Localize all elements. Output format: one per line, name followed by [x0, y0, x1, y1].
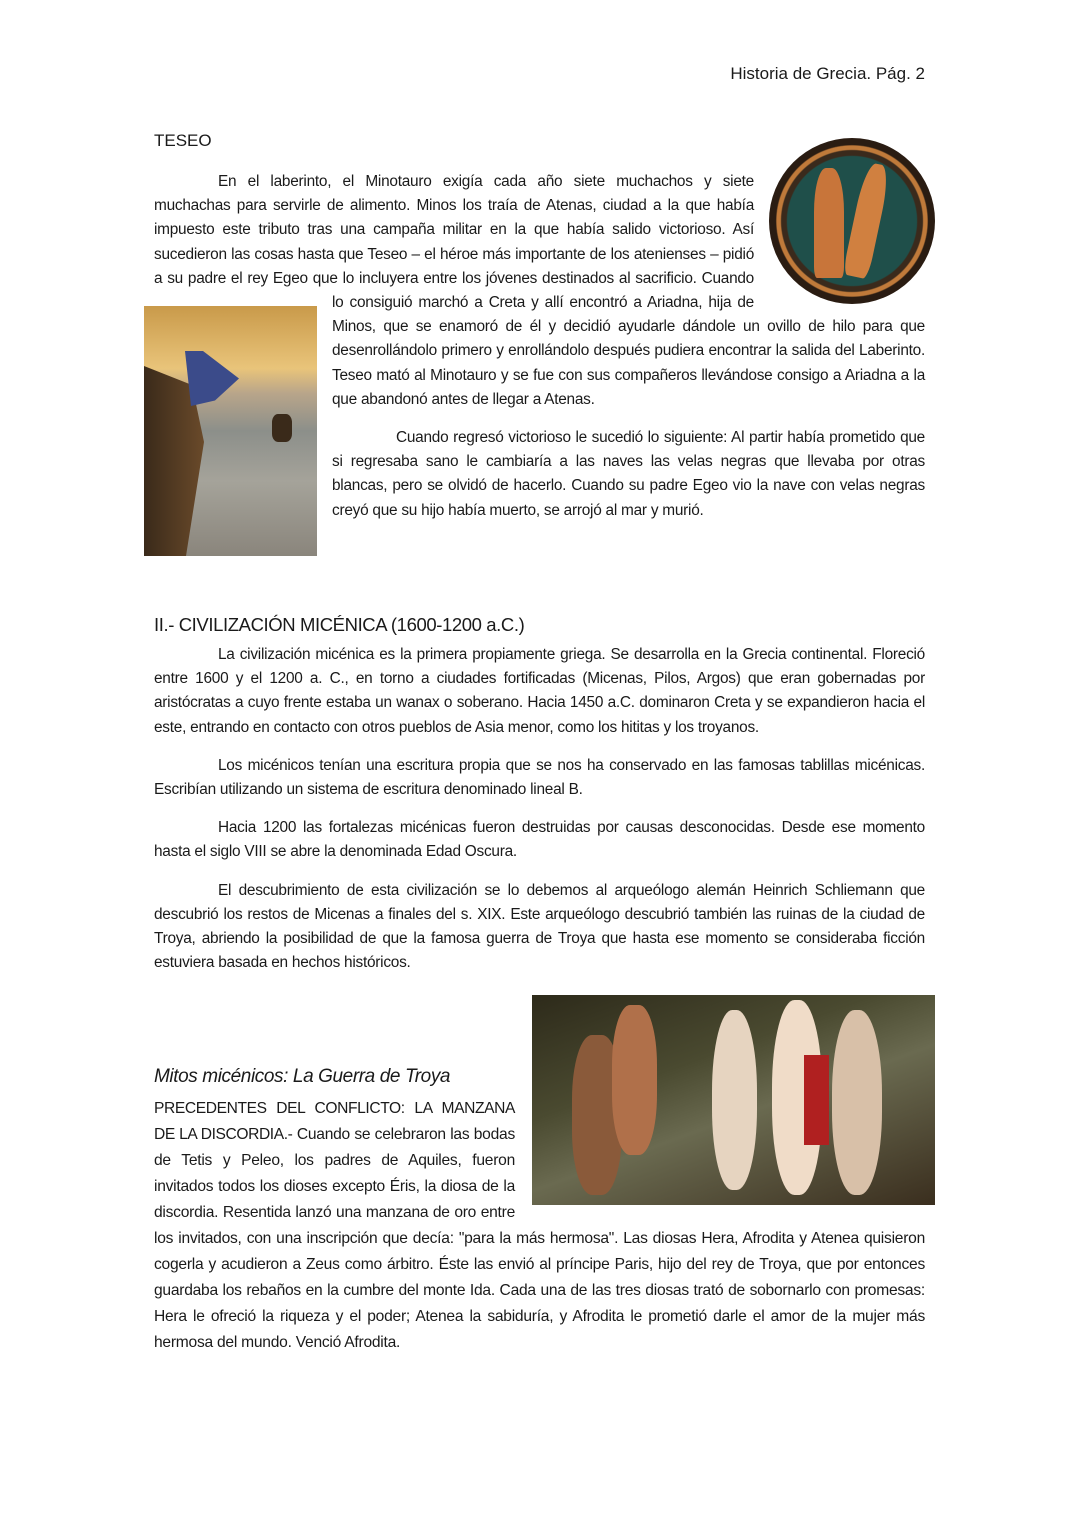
mitos-subtitle: PRECEDENTES DEL CONFLICTO: LA MANZANA DE LA DISCORDIA.-	[154, 1100, 515, 1143]
section-title-teseo: TESEO	[154, 131, 212, 150]
mitos-paragraph-1: Cuando se celebraron las bodas de Tetis y Peleo, los padres de Aquiles, fueron invitados todos los dioses excepto Éris, la diosa de la discordia. Resentida lanzó una manzana de oro entre los invitados, con una inscripción que decía: "para la más hermosa". Las diosas Hera, Afrodita y Atenea quisieron cogerla y acudieron a Zeus como árbitro. Éste las envió al príncipe Paris, hijo del rey de Troya, que por entonces guardaba los rebaños en la cumbre del monte Ida. Cada una de las tres diosas trató de sobornarlo con promesas: Hera le ofreció la riqueza y el poder; Atenea la sabiduría, y Afrodita le prometió darle el amor de la mujer más hermosa del mundo. Venció Afrodita.	[154, 1126, 925, 1351]
teseo-paragraph-1: En el laberinto, el Minotauro exigía cada año siete muchachos y siete muchachas para servirle de alimento. Minos los traía de Atenas, ciudad a la que había impuesto este tributo tras una campaña militar en la que había salido victorioso. Así sucedieron las cosas hasta que Teseo – el héroe más importante de los atenienses – pidió a su padre el rey Egeo que lo incluyera entre los jóvenes destinados al sacrificio. Cuando lo consiguió marchó a Creta y allí encontró a Ariadna, hija de Minos, que se enamoró de él y decidió ayudarle dándole un ovillo de hilo para que desenrollándolo primero y enrollándolo después pudiera encontrar la salida del Laberinto. Teseo mató al Minotauro y se fue con sus compañeros llevándose consigo a Ariadna a la que abandonó antes de llegar a Atenas.	[154, 173, 925, 408]
mitos-text	[154, 1096, 925, 1356]
section-title-mitos: Mitos micénicos: La Guerra de Troya	[154, 1066, 451, 1087]
section-title-micenica: II.- CIVILIZACIÓN MICÉNICA (1600-1200 a.C.)	[154, 614, 525, 635]
micenica-paragraph-4: El descubrimiento de esta civilización se lo debemos al arqueólogo alemán Heinrich Schliemann que descubrió los restos de Micenas a finales del s. XIX. Este arqueólogo descubrió también las ruinas de la ciudad de Troya, abriendo la posibilidad de que la famosa guerra de Troya que hasta ese momento se consideraba ficción estuviera basada en hechos históricos.	[154, 881, 925, 972]
micenica-paragraph-1: La civilización micénica es la primera propiamente griega. Se desarrolla en la Grecia continental. Floreció entre 1600 y el 1200 a. C., en torno a ciudades fortificadas (Micenas, Pilos, Argos) que eran gobernadas por aristócratas a cuyo frente estaba un wanax o soberano. Hacia 1450 a.C. dominaron Creta y se expandieron hacia el este, entrando en contacto con otros pueblos de Asia menor, como los hititas y los troyanos.	[154, 646, 925, 736]
micenica-paragraph-3: Hacia 1200 las fortalezas micénicas fueron destruidas por causas desconocidas. Desde ese momento hasta el siglo VIII se abre la denominada Edad Oscura.	[154, 819, 925, 861]
teseo-text	[154, 170, 925, 592]
teseo-paragraph-2: Cuando regresó victorioso le sucedió lo siguiente: Al partir había prometido que si regresaba sano le cambiaría a las naves las velas negras que llevaba por otras blancas, pero se olvidó de hacerlo. Cuando su padre Egeo vio la nave con velas negras creyó que su hijo había muerto, se arrojó al mar y murió.	[332, 429, 925, 519]
page-header: Historia de Grecia. Pág. 2	[730, 64, 925, 83]
micenica-paragraph-2: Los micénicos tenían una escritura propia que se nos ha conservado en las famosas tablillas micénicas. Escribían utilizando un sistema de escritura denominado lineal B.	[154, 756, 925, 799]
